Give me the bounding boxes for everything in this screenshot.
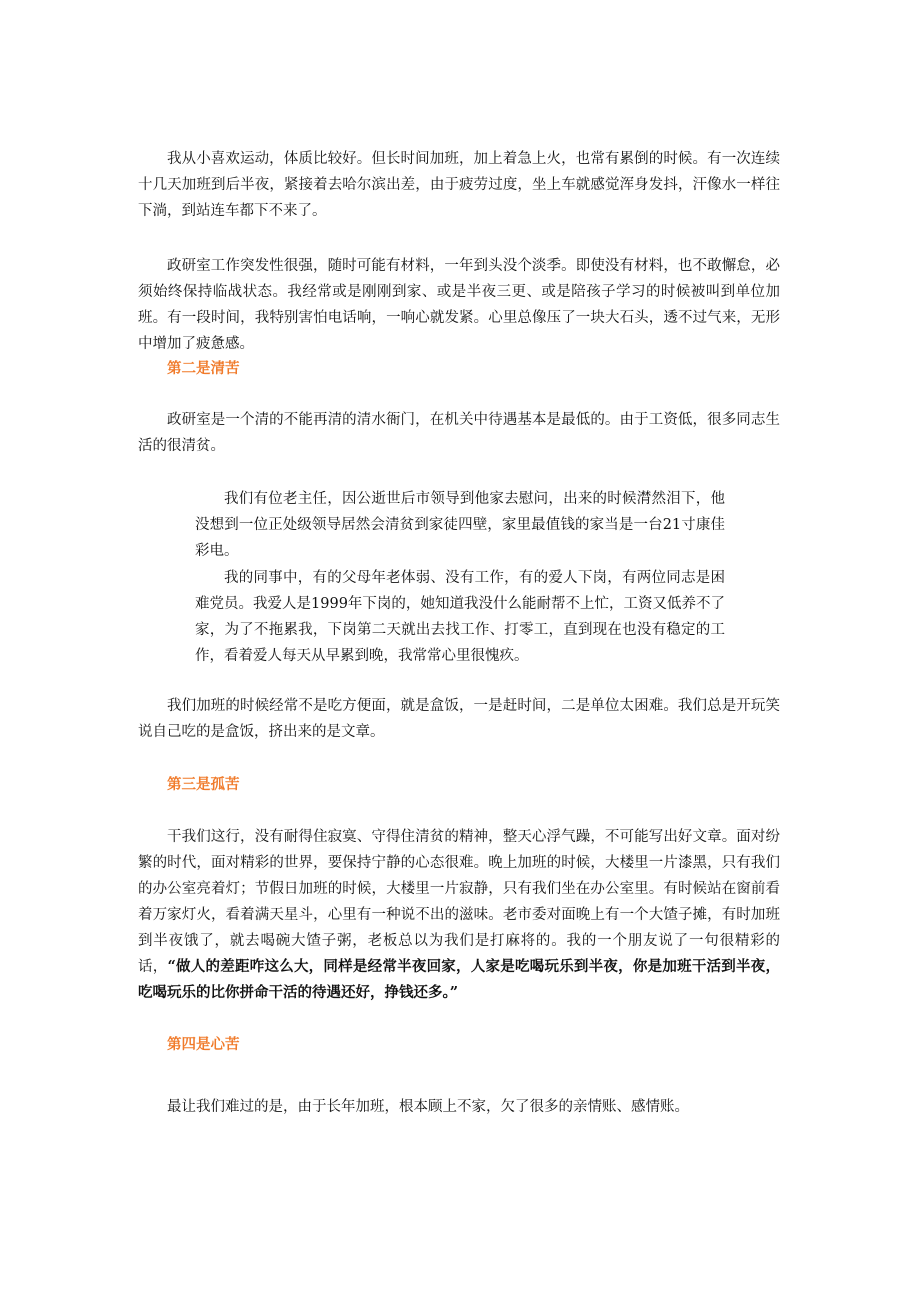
paragraph-loneliness (138, 824, 780, 1006)
paragraph-work-pressure: 政研室工作突发性很强，随时可能有材料，一年到头没个淡季。即使没有材料，也不敢懈怠，必须始终保持临战状态。我经常或是刚刚到家、或是半夜三更、或是陪孩子学习的时候被叫到单位加班。有一段时间，我特别害怕电话响，一响心就发紧。心里总像压了一块大石头，透不过气来，无形中增加了疲惫感。 (138, 258, 780, 352)
paragraph-low-salary: 政研室是一个清的不能再清的清水衙门，在机关中待遇基本是最低的。由于工资低，很多同志生活的很清贫。 (138, 412, 780, 454)
section-heading-third: 第三是孤苦 (167, 776, 240, 793)
section-heading-fourth: 第四是心苦 (167, 1036, 240, 1053)
section-heading-second: 第二是清苦 (167, 360, 240, 377)
paragraph-box-lunch: 我们加班的时候经常不是吃方便面，就是盒饭，一是赶时间，二是单位太困难。我们总是开玩笑说自己吃的是盒饭，挤出来的是文章。 (138, 698, 780, 740)
paragraph-family-debt: 最让我们难过的是，由于长年加班，根本顾上不家，欠了很多的亲情账、感情账。 (167, 1099, 689, 1115)
paragraph-exhaustion: 我从小喜欢运动，体质比较好。但长时间加班，加上着急上火，也常有累倒的时候。有一次连续十几天加班到后半夜，紧接着去哈尔滨出差，由于疲劳过度，坐上车就感觉浑身发抖，汗像水一样往下淌，到站连车都下不来了。 (138, 151, 780, 219)
paragraph-loneliness-text: 干我们这行，没有耐得住寂寞、守得住清贫的精神，整天心浮气躁，不可能写出好文章。面对纷繁的时代，面对精彩的世界，要保持宁静的心态很难。晚上加班的时候，大楼里一片漆黑，只有我们的办公室亮着灯；节假日加班的时候，大楼里一片寂静，只有我们坐在办公室里。有时候站在窗前看着万家灯火，看着满天星斗，心里有一种说不出的滋味。老市委对面晚上有一个大馇子摊，有时加班到半夜饿了，就去喝碗大馇子粥，老板总以为我们是打麻将的。我的一个朋友说了一句很精彩的话， (138, 829, 780, 975)
quote-colleagues: 我的同事中，有的父母年老体弱、没有工作，有的爱人下岗，有两位同志是困难党员。我爱人是1999年下岗的，她知道我没什么能耐帮不上忙，工资又低养不了家，为了不拖累我，下岗第二天就出去找工作、打零工，直到现在也没有稳定的工作，看着爱人每天从早累到晚，我常常心里很愧疚。 (195, 570, 725, 664)
friend-quote: “做人的差距咋这么大，同样是经常半夜回家，人家是吃喝玩乐到半夜，你是加班干活到半夜，吃喝玩乐的比你拼命干活的待遇还好，挣钱还多。” (138, 958, 781, 1001)
quote-old-director: 我们有位老主任，因公逝世后市领导到他家去慰问，出来的时候潸然泪下，他没想到一位正处级领导居然会清贫到家徒四壁，家里最值钱的家当是一台21寸康佳彩电。 (195, 491, 725, 559)
